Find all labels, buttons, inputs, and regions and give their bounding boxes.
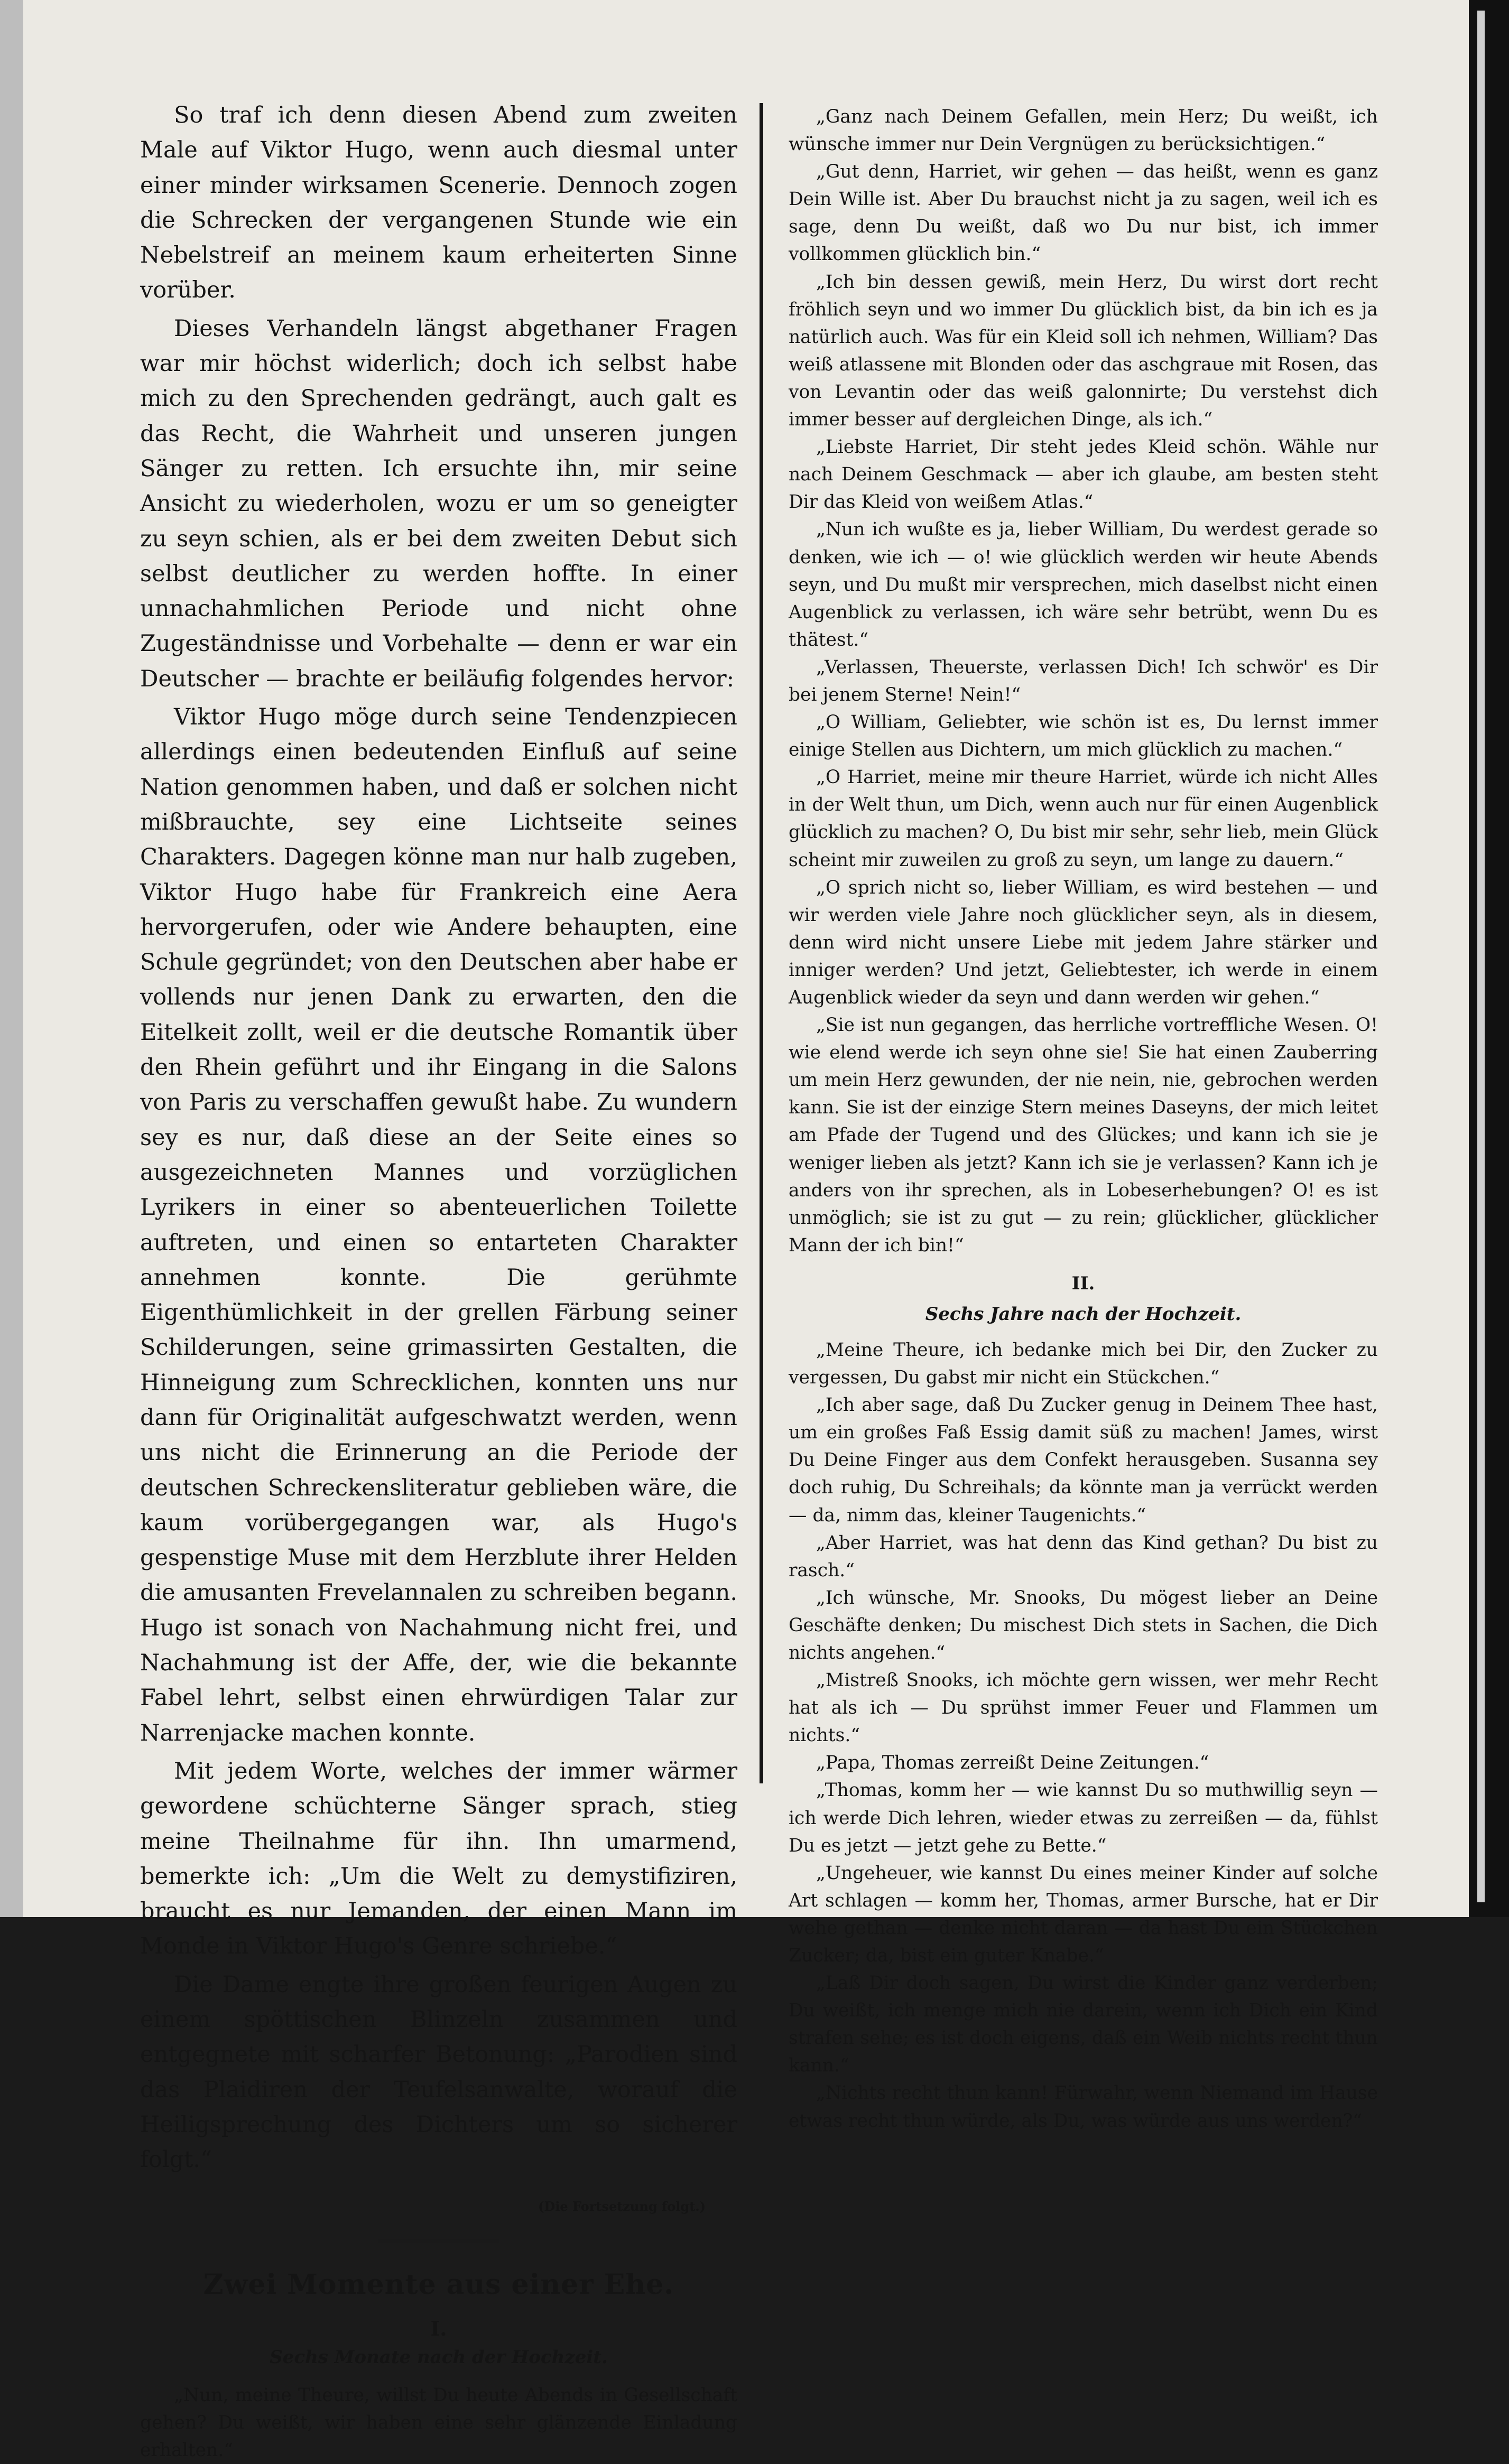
paragraph: Mit jedem Worte, welches der immer wärmer gewordene schüchterne Sänger sprach, stieg meine Theilnahme für ihn. Ihn umarmend, bemerkte ich: „Um die Welt zu demystifiziren, braucht es nur Jemanden, der einen Mann im Monde in Viktor Hugo's Genre schriebe.“ bbox=[140, 1758, 737, 1960]
column-divider bbox=[760, 103, 763, 1783]
paragraph: Viktor Hugo möge durch seine Tendenzpiecen allerdings einen bedeutenden Einfluß auf seine Nation genommen haben, und daß er solchen nicht mißbrauchte, sey eine Lichtseite seines Charakters. Dagegen könne man nur halb zugeben, Viktor Hugo habe für Frankreich eine Aera hervorgerufen, oder wie Andere behaupten, eine Schule gegründet; von den Deutschen aber habe er vollends nur jenen Dank zu erwarten, den die Eitelkeit zollt, weil er die deutsche Romantik über den Rhein geführt und ihr Eingang in die Salons von Paris zu verschaffen gewußt habe. Zu wundern sey es nur, daß diese an der Seite eines so ausgezeichneten Mannes und vorzüglichen Lyrikers in einer so abenteuerlichen Toilette auftreten, und einen so entarteten Charakter annehmen konnte. Die gerühmte Eigenthümlichkeit in der grellen Färbung seiner Schilderungen, seine grimassirten Gestalten, die Hinneigung zum Schrecklichen, konnten uns nur dann für Originalität aufgeschwatzt werden, wenn uns nicht die Erinnerung an die Periode der deutschen Schreckensliteratur geblieben wäre, die kaum vorübergegangen war, als Hugo's gespenstige Muse mit dem Herzblute ihrer Helden die amusanten Frevelannalen zu schreiben begann. Hugo ist sonach von Nachahmung nicht frei, und Nachahmung ist der Affe, der, wie die bekannte Fabel lehrt, selbst einen ehrwürdigen Talar zur Narrenjacke machen konnte. bbox=[140, 704, 737, 1746]
paragraph: „Laß Dir doch sagen, Du wirst die Kinder ganz verderben; Du weißt, ich menge mich nie darein, wenn ich Dich ein Kind strafen sehe; es ist doch eigens, daß ein Weib nichts recht thun kann.“ bbox=[789, 1973, 1378, 2077]
paragraph: „Aber Harriet, was hat denn das Kind gethan? Du bist zu rasch.“ bbox=[789, 1532, 1378, 1581]
part-numeral: I. bbox=[430, 2316, 447, 2340]
section-separator bbox=[378, 2239, 499, 2243]
paragraph: „Gut denn, Harriet, wir gehen — das heißt, wenn es ganz Dein Wille ist. Aber Du brauchst nicht ja zu sagen, weil ich es sage, denn Du weißt, daß wo Du nur bist, ich immer vollkommen glücklich bin.“ bbox=[789, 161, 1378, 265]
paragraph: „Ich wünsche, Mr. Snooks, Du mögest lieber an Deine Geschäfte denken; Du mischest Dich stets in Sachen, die Dich nichts angehen.“ bbox=[789, 1587, 1378, 1663]
paragraph: „Thomas, komm her — wie kannst Du so muthwillig seyn — ich werde Dich lehren, wieder etwas zu zerreißen — da, fühlst Du es jetzt — jetzt gehe zu Bette.“ bbox=[789, 1780, 1378, 1856]
paragraph: „Nichts recht thun kann! Fürwahr, wenn Niemand im Hause etwas recht thun würde, als Du, was würde aus uns werden?“ bbox=[789, 2082, 1378, 2132]
paragraph: Die Dame engte ihre großen feurigen Augen zu einem spöttischen Blinzeln zusammen und entgegnete mit scharfer Betonung: „Parodien sind das Plaidiren der Teufelsanwalte, worauf die Heiligsprechung des Dichters um so sicherer folgt.“ bbox=[140, 1971, 737, 2173]
paragraph: „Meine Theure, ich bedanke mich bei Dir, den Zucker zu vergessen, Du gabst mir nicht ein Stückchen.“ bbox=[789, 1339, 1378, 1389]
paragraph: „Ich aber sage, daß Du Zucker genug in Deinem Thee hast, um ein großes Faß Essig damit süß zu machen! James, wirst Du Deine Finger aus dem Confekt herausgeben. Susanna sey doch ruhig, Du Schreihals; da könnte man ja verrückt werden — da, nimm das, kleiner Taugenichts.“ bbox=[789, 1394, 1378, 1526]
scan-left-margin bbox=[0, 0, 23, 1917]
right-column bbox=[789, 103, 1378, 2135]
paragraph: „Ich bin dessen gewiß, mein Herz, Du wirst dort recht fröhlich seyn und wo immer Du glücklich bist, da bin ich es ja natürlich auch. Was für ein Kleid soll ich nehmen, William? Das weiß atlassene mit Blonden oder das aschgraue mit Rosen, das von Levantin oder das weiß galonnirte; Du verstehst dich immer besser auf dergleichen Dinge, als ich.“ bbox=[789, 271, 1378, 431]
paragraph: „Sie ist nun gegangen, das herrliche vortreffliche Wesen. O! wie elend werde ich seyn ohne sie! Sie hat einen Zauberring um mein Herz gewunden, der nie nein, nie, gebrochen werden kann. Sie ist der einzige Stern meines Daseyns, der mich leitet am Pfade der Tugend und des Glückes; und kann ich sie je weniger lieben als jetzt? Kann ich sie je verlassen? Kann ich je anders von ihr sprechen, als in Lobeserhebungen? O! es ist unmöglich; sie ist zu gut — zu rein; glücklicher, glücklicher Mann der ich bin!“ bbox=[789, 1015, 1378, 1256]
paragraph: „Ganz nach Deinem Gefallen, mein Herz; Du weißt, ich wünsche immer nur Dein Vergnügen zu berücksichtigen.“ bbox=[789, 106, 1378, 155]
paragraph: „Mistreß Snooks, ich möchte gern wissen, wer mehr Recht hat als ich — Du sprühst immer Feuer und Flammen um nichts.“ bbox=[789, 1670, 1378, 1746]
paragraph: „Ungeheuer, wie kannst Du eines meiner Kinder auf solche Art schlagen — komm her, Thomas, armer Bursche, hat er Dir wehe gethan — denke nicht daran — da hast Du ein Stückchen Zucker; da, bist ein guter Knabe.“ bbox=[789, 1862, 1378, 1966]
left-column bbox=[140, 98, 737, 2464]
paragraph: „O Harriet, meine mir theure Harriet, würde ich nicht Alles in der Welt thun, um Dich, wenn auch nur für einen Augenblick glücklich zu machen? O, Du bist mir sehr, sehr lieb, mein Glück scheint mir zuweilen zu groß zu seyn, um lange zu dauern.“ bbox=[789, 767, 1378, 871]
paragraph: „O sprich nicht so, lieber William, es wird bestehen — und wir werden viele Jahre noch glücklicher seyn, als in diesem, denn wird nicht unsere Liebe mit jedem Jahre stärker und inniger werden? Und jetzt, Geliebtester, ich werde in einem Augenblick wieder da seyn und dann werden wir gehen.“ bbox=[789, 877, 1378, 1008]
part-heading: Sechs Monate nach der Hochzeit. bbox=[270, 2346, 608, 2368]
paragraph: So traf ich denn diesen Abend zum zweiten Male auf Viktor Hugo, wenn auch diesmal unter einer minder wirksamen Scenerie. Dennoch zogen die Schrecken der vergangenen Stunde wie ein Nebelstreif an meinem kaum erheiterten Sinne vorüber. bbox=[140, 102, 737, 304]
paragraph: „O William, Geliebter, wie schön ist es, Du lernst immer einige Stellen aus Dichtern, um mich glücklich zu machen.“ bbox=[789, 712, 1378, 761]
paragraph: „Nun, meine Theure, willst Du heute Abends in Gesellschaft gehen? Du weißt, wir haben eine sehr glänzende Einladung erhalten.“ bbox=[140, 2384, 737, 2461]
scan-right-border bbox=[1469, 0, 1509, 1917]
part-numeral: II. bbox=[1071, 1272, 1095, 1294]
paragraph: „Nun ich wußte es ja, lieber William, Du werdest gerade so denken, wie ich — o! wie glücklich werden wir heute Abends seyn, und Du mußt mir versprechen, mich daselbst nicht einen Augenblick zu verlassen, ich wäre sehr betrübt, wenn Du es thätest.“ bbox=[789, 519, 1378, 650]
paragraph: „Liebste Harriet, Dir steht jedes Kleid schön. Wähle nur nach Deinem Geschmack — aber ich glaube, am besten steht Dir das Kleid von weißem Atlas.“ bbox=[789, 436, 1378, 513]
article-title: Zwei Momente aus einer Ehe. bbox=[203, 2268, 674, 2301]
paragraph: Dieses Verhandeln längst abgethaner Fragen war mir höchst widerlich; doch ich selbst habe mich zu den Sprechenden gedrängt, auch galt es das Recht, die Wahrheit und unseren jungen Sänger zu retten. Ich ersuchte ihn, mir seine Ansicht zu wiederholen, wozu er um so geneigter zu seyn schien, als er bei dem zweiten Debut sich selbst deutlicher zu werden hoffte. In einer unnachahmlichen Periode und nicht ohne Zugeständnisse und Vorbehalte — denn er war ein Deutscher — brachte er beiläufig folgendes hervor: bbox=[140, 315, 737, 692]
paragraph: „Papa, Thomas zerreißt Deine Zeitungen.“ bbox=[816, 1752, 1209, 1774]
part-heading: Sechs Jahre nach der Hochzeit. bbox=[925, 1303, 1242, 1325]
paragraph: „Verlassen, Theuerste, verlassen Dich! Ich schwör' es Dir bei jenem Sterne! Nein!“ bbox=[789, 656, 1378, 705]
continuation-note: (Die Fortsetzung folgt.) bbox=[538, 2198, 706, 2214]
